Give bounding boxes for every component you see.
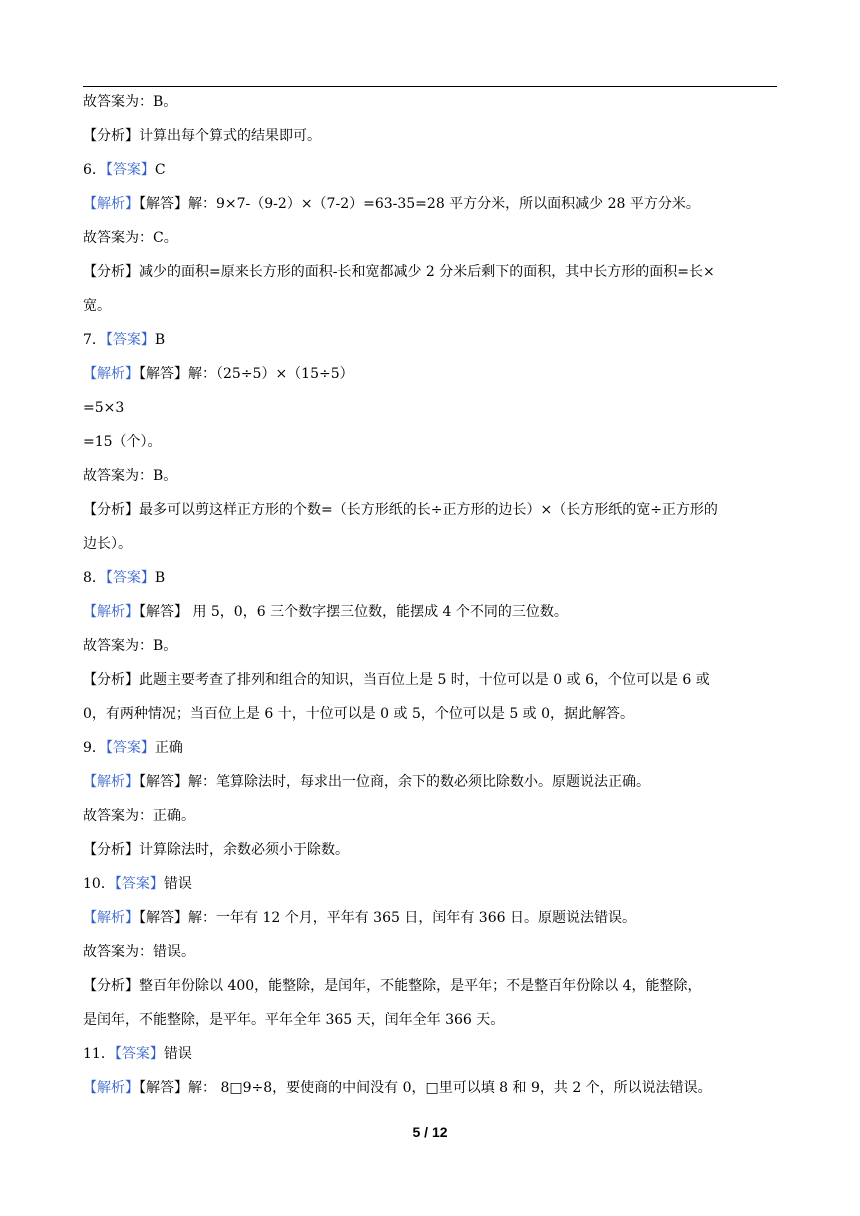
- line-text: =15（个）。: [83, 434, 162, 450]
- answer-tag: 【答案】: [114, 876, 164, 892]
- text-line: [83, 874, 192, 894]
- answer-tag: 【答案】: [105, 332, 155, 348]
- line-text: B: [154, 332, 166, 348]
- answer-tag: 【答案】: [105, 162, 155, 178]
- text-line: [83, 806, 195, 826]
- answer-tag: 【解析】: [83, 774, 139, 790]
- answer-tag: 【答案】: [105, 570, 155, 586]
- text-line: [83, 466, 177, 486]
- text-line: [83, 262, 715, 282]
- line-text: 【分析】计算出每个算式的结果即可。: [83, 128, 321, 144]
- answer-tag: 【答案】: [105, 740, 155, 756]
- line-text: 【分析】减少的面积=原来长方形的面积-长和宽都减少 2 分米后剩下的面积，其中长方形的面积=长×: [83, 264, 715, 280]
- text-line: [83, 670, 710, 690]
- line-text: 【分析】计算除法时，余数必须小于除数。: [83, 842, 349, 858]
- line-text: =5×3: [83, 400, 125, 416]
- line-text: 故答案为：B。: [83, 468, 178, 484]
- text-line: [83, 126, 321, 146]
- text-line: [83, 364, 354, 384]
- answer-tag: 【解析】: [83, 196, 139, 212]
- answer-tag: 【解析】: [83, 910, 139, 926]
- line-text: 故答案为：B。: [83, 94, 178, 110]
- question-number: 10．: [83, 876, 115, 892]
- line-text: B: [154, 570, 166, 586]
- line-text: 【解答】 用 5，0，6 三个数字摆三位数，能摆成 4 个不同的三位数。: [139, 604, 568, 620]
- line-text: 故答案为：C。: [83, 230, 178, 246]
- line-text: 【解答】解：（25÷5）×（15÷5）: [139, 366, 354, 382]
- text-line: [83, 908, 636, 928]
- answer-tag: 【解析】: [83, 1080, 139, 1096]
- text-line: [83, 160, 166, 180]
- line-text: 错误: [163, 1046, 192, 1062]
- text-line: [83, 92, 177, 112]
- text-line: [83, 432, 162, 452]
- text-line: [83, 976, 702, 996]
- text-line: [83, 772, 650, 792]
- line-text: 宽。: [83, 298, 111, 314]
- line-text: 错误: [163, 876, 192, 892]
- header-rule: [83, 86, 777, 87]
- text-line: [83, 1078, 712, 1098]
- line-text: 故答案为：B。: [83, 638, 178, 654]
- text-line: [83, 330, 165, 350]
- line-text: 【分析】此题主要考查了排列和组合的知识，当百位上是 5 时，十位可以是 0 或 6，个位可以是 6 或: [83, 672, 710, 688]
- text-line: [83, 296, 111, 316]
- line-text: 【解答】解：9×7-（9-2）×（7-2）=63-35=28 平方分米，所以面积减少 28 平方分米。: [139, 196, 700, 212]
- text-line: [83, 534, 132, 554]
- text-line: [83, 398, 124, 418]
- line-text: 正确: [154, 740, 183, 756]
- line-text: 【解答】解： 8□9÷8，要使商的中间没有 0，□里可以填 8 和 9，共 2 个，所以说法错误。: [139, 1080, 712, 1096]
- line-text: 边长）。: [83, 536, 132, 552]
- text-line: [83, 942, 195, 962]
- line-text: 是闰年，不能整除，是平年。平年全年 365 天，闰年全年 366 天。: [83, 1012, 505, 1028]
- text-line: [83, 636, 177, 656]
- line-text: C: [154, 162, 166, 178]
- text-line: [83, 840, 349, 860]
- text-line: [83, 704, 634, 724]
- text-line: [83, 194, 700, 214]
- question-number: 8．: [83, 570, 106, 586]
- text-line: [83, 1044, 192, 1064]
- line-text: 【分析】整百年份除以 400，能整除，是闰年，不能整除，是平年；不是整百年份除以 4，能整除，: [83, 978, 702, 994]
- line-text: 【解答】解：一年有 12 个月，平年有 365 日，闰年有 366 日。原题说法错误。: [139, 910, 636, 926]
- question-number: 7．: [83, 332, 106, 348]
- question-number: 11．: [83, 1046, 115, 1062]
- text-line: [83, 602, 568, 622]
- text-line: [83, 1010, 504, 1030]
- question-number: 6．: [83, 162, 106, 178]
- line-text: 0，有两种情况；当百位上是 6 十，十位可以是 0 或 5，个位可以是 5 或 0，据此解答。: [83, 706, 635, 722]
- page-number: 5 / 12: [412, 1124, 448, 1140]
- answer-tag: 【答案】: [114, 1046, 164, 1062]
- line-text: 【解答】解：笔算除法时，每求出一位商，余下的数必须比除数小。原题说法正确。: [139, 774, 650, 790]
- line-text: 【分析】最多可以剪这样正方形的个数=（长方形纸的长÷正方形的边长）×（长方形纸的宽÷正方形的: [83, 502, 718, 518]
- question-number: 9．: [83, 740, 106, 756]
- text-line: [83, 228, 178, 248]
- line-text: 故答案为：错误。: [83, 944, 195, 960]
- text-line: [83, 738, 183, 758]
- answer-tag: 【解析】: [83, 366, 139, 382]
- line-text: 故答案为：正确。: [83, 808, 195, 824]
- answer-tag: 【解析】: [83, 604, 139, 620]
- text-line: [83, 568, 165, 588]
- text-line: [83, 500, 718, 520]
